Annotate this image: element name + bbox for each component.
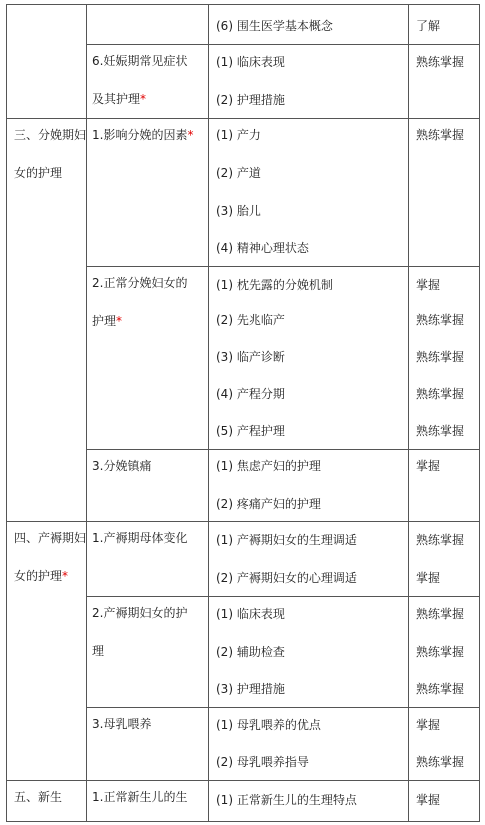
mastery-level xyxy=(416,533,464,547)
mastery-level-text: 熟练掌握 xyxy=(416,128,465,142)
item-text xyxy=(216,607,285,621)
mastery-level xyxy=(416,571,440,585)
mastery-level xyxy=(416,718,440,732)
required-mark: * xyxy=(140,92,147,106)
item-text xyxy=(216,19,333,33)
topic-label-text: 1.影响分娩的因素 xyxy=(92,128,188,142)
mastery-level xyxy=(416,459,440,473)
mastery-level xyxy=(416,128,464,142)
mastery-level-text: 熟练掌握 xyxy=(416,645,465,659)
section-label-text: 五、新生 xyxy=(14,790,63,804)
topic-rule xyxy=(86,266,480,267)
item-text-text: (2) 辅助检查 xyxy=(216,645,285,659)
item-text-text: (5) 产程护理 xyxy=(216,424,285,438)
item-text xyxy=(216,204,261,218)
topic-label xyxy=(92,606,187,620)
item-text-text: (4) 精神心理状态 xyxy=(216,241,309,255)
section-label-text: 四、产褥期妇 xyxy=(14,531,87,545)
mastery-level xyxy=(416,424,464,438)
mastery-level xyxy=(416,607,464,621)
item-text xyxy=(216,241,309,255)
topic-label xyxy=(92,128,193,142)
section-label xyxy=(14,166,62,180)
mastery-level-text: 了解 xyxy=(416,19,441,33)
mastery-level xyxy=(416,313,464,327)
item-text xyxy=(216,128,261,142)
item-text-text: (1) 母乳喂养的优点 xyxy=(216,718,321,732)
item-text xyxy=(216,55,285,69)
item-text-text: (2) 母乳喂养指导 xyxy=(216,755,309,769)
mastery-level-text: 掌握 xyxy=(416,278,441,292)
item-text xyxy=(216,682,285,696)
required-mark: * xyxy=(187,128,194,142)
topic-label xyxy=(92,276,187,290)
mastery-level-text: 熟练掌握 xyxy=(416,350,465,364)
topic-rule xyxy=(86,44,480,45)
item-text xyxy=(216,387,285,401)
mastery-level-text: 熟练掌握 xyxy=(416,607,465,621)
column-rule-3 xyxy=(408,4,409,821)
mastery-level-text: 熟练掌握 xyxy=(416,55,465,69)
mastery-level-text: 熟练掌握 xyxy=(416,755,465,769)
topic-label-text: 2.产褥期妇女的护 xyxy=(92,606,188,620)
item-text xyxy=(216,793,357,807)
topic-label xyxy=(92,459,151,473)
topic-rule xyxy=(86,707,480,708)
item-text xyxy=(216,571,357,585)
item-text xyxy=(216,313,285,327)
topic-label xyxy=(92,717,151,731)
mastery-level-text: 掌握 xyxy=(416,793,441,807)
item-text xyxy=(216,166,261,180)
item-text xyxy=(216,278,333,292)
column-rule-0 xyxy=(6,4,7,821)
item-text xyxy=(216,755,309,769)
topic-label-text: 3.母乳喂养 xyxy=(92,717,152,731)
mastery-level-text: 掌握 xyxy=(416,571,441,585)
item-text-text: (6) 围生医学基本概念 xyxy=(216,19,333,33)
item-text xyxy=(216,718,321,732)
section-label-text: 三、分娩期妇 xyxy=(14,128,87,142)
item-text xyxy=(216,645,285,659)
mastery-level-text: 熟练掌握 xyxy=(416,387,465,401)
topic-label-text: 及其护理 xyxy=(92,92,141,106)
section-rule xyxy=(6,521,480,522)
topic-label xyxy=(92,790,187,804)
section-label xyxy=(14,790,62,804)
column-rule-2 xyxy=(208,4,209,821)
section-label-text: 女的护理 xyxy=(14,166,63,180)
topic-rule xyxy=(86,449,480,450)
mastery-level-text: 掌握 xyxy=(416,459,441,473)
required-mark: * xyxy=(116,314,123,328)
item-text-text: (1) 产褥期妇女的生理调适 xyxy=(216,533,357,547)
item-text-text: (1) 产力 xyxy=(216,128,261,142)
mastery-level xyxy=(416,387,464,401)
item-text-text: (1) 临床表现 xyxy=(216,607,285,621)
mastery-level xyxy=(416,645,464,659)
topic-label xyxy=(92,644,104,658)
topic-label-text: 护理 xyxy=(92,314,117,328)
item-text-text: (1) 临床表现 xyxy=(216,55,285,69)
item-text-text: (1) 焦虑产妇的护理 xyxy=(216,459,321,473)
mastery-level-text: 熟练掌握 xyxy=(416,313,465,327)
mastery-level-text: 掌握 xyxy=(416,718,441,732)
mastery-level-text: 熟练掌握 xyxy=(416,533,465,547)
mastery-level xyxy=(416,682,464,696)
mastery-level xyxy=(416,19,440,33)
item-text-text: (1) 枕先露的分娩机制 xyxy=(216,278,333,292)
column-rule-1 xyxy=(86,4,87,821)
item-text xyxy=(216,350,285,364)
item-text xyxy=(216,424,285,438)
mastery-level xyxy=(416,55,464,69)
item-text-text: (1) 正常新生儿的生理特点 xyxy=(216,793,357,807)
column-rule-4 xyxy=(479,4,480,821)
mastery-level xyxy=(416,278,440,292)
item-text-text: (2) 产褥期妇女的心理调适 xyxy=(216,571,357,585)
section-label-text: 女的护理 xyxy=(14,569,63,583)
mastery-level xyxy=(416,755,464,769)
item-text xyxy=(216,459,321,473)
item-text xyxy=(216,497,321,511)
topic-label-text: 理 xyxy=(92,644,105,658)
topic-label-text: 3.分娩镇痛 xyxy=(92,459,152,473)
topic-label xyxy=(92,314,122,328)
topic-label xyxy=(92,92,146,106)
section-label xyxy=(14,531,86,545)
topic-label-text: 2.正常分娩妇女的 xyxy=(92,276,188,290)
topic-label-text: 1.产褥期母体变化 xyxy=(92,531,188,545)
mastery-level xyxy=(416,793,440,807)
table-top-border xyxy=(6,4,480,5)
table-bottom-border xyxy=(6,821,480,822)
section-label xyxy=(14,569,68,583)
section-label xyxy=(14,128,86,142)
topic-label xyxy=(92,54,187,68)
topic-label-text: 1.正常新生儿的生 xyxy=(92,790,188,804)
section-rule xyxy=(6,780,480,781)
item-text-text: (3) 胎儿 xyxy=(216,204,261,218)
item-text-text: (2) 护理措施 xyxy=(216,93,285,107)
item-text-text: (2) 先兆临产 xyxy=(216,313,285,327)
section-rule xyxy=(6,118,480,119)
item-text-text: (3) 护理措施 xyxy=(216,682,285,696)
topic-label xyxy=(92,531,187,545)
required-mark: * xyxy=(62,569,69,583)
item-text-text: (4) 产程分期 xyxy=(216,387,285,401)
item-text xyxy=(216,533,357,547)
item-text-text: (2) 疼痛产妇的护理 xyxy=(216,497,321,511)
mastery-level-text: 熟练掌握 xyxy=(416,682,465,696)
item-text xyxy=(216,93,285,107)
topic-rule xyxy=(86,596,480,597)
item-text-text: (3) 临产诊断 xyxy=(216,350,285,364)
mastery-level-text: 熟练掌握 xyxy=(416,424,465,438)
item-text-text: (2) 产道 xyxy=(216,166,261,180)
topic-label-text: 6.妊娠期常见症状 xyxy=(92,54,188,68)
mastery-level xyxy=(416,350,464,364)
